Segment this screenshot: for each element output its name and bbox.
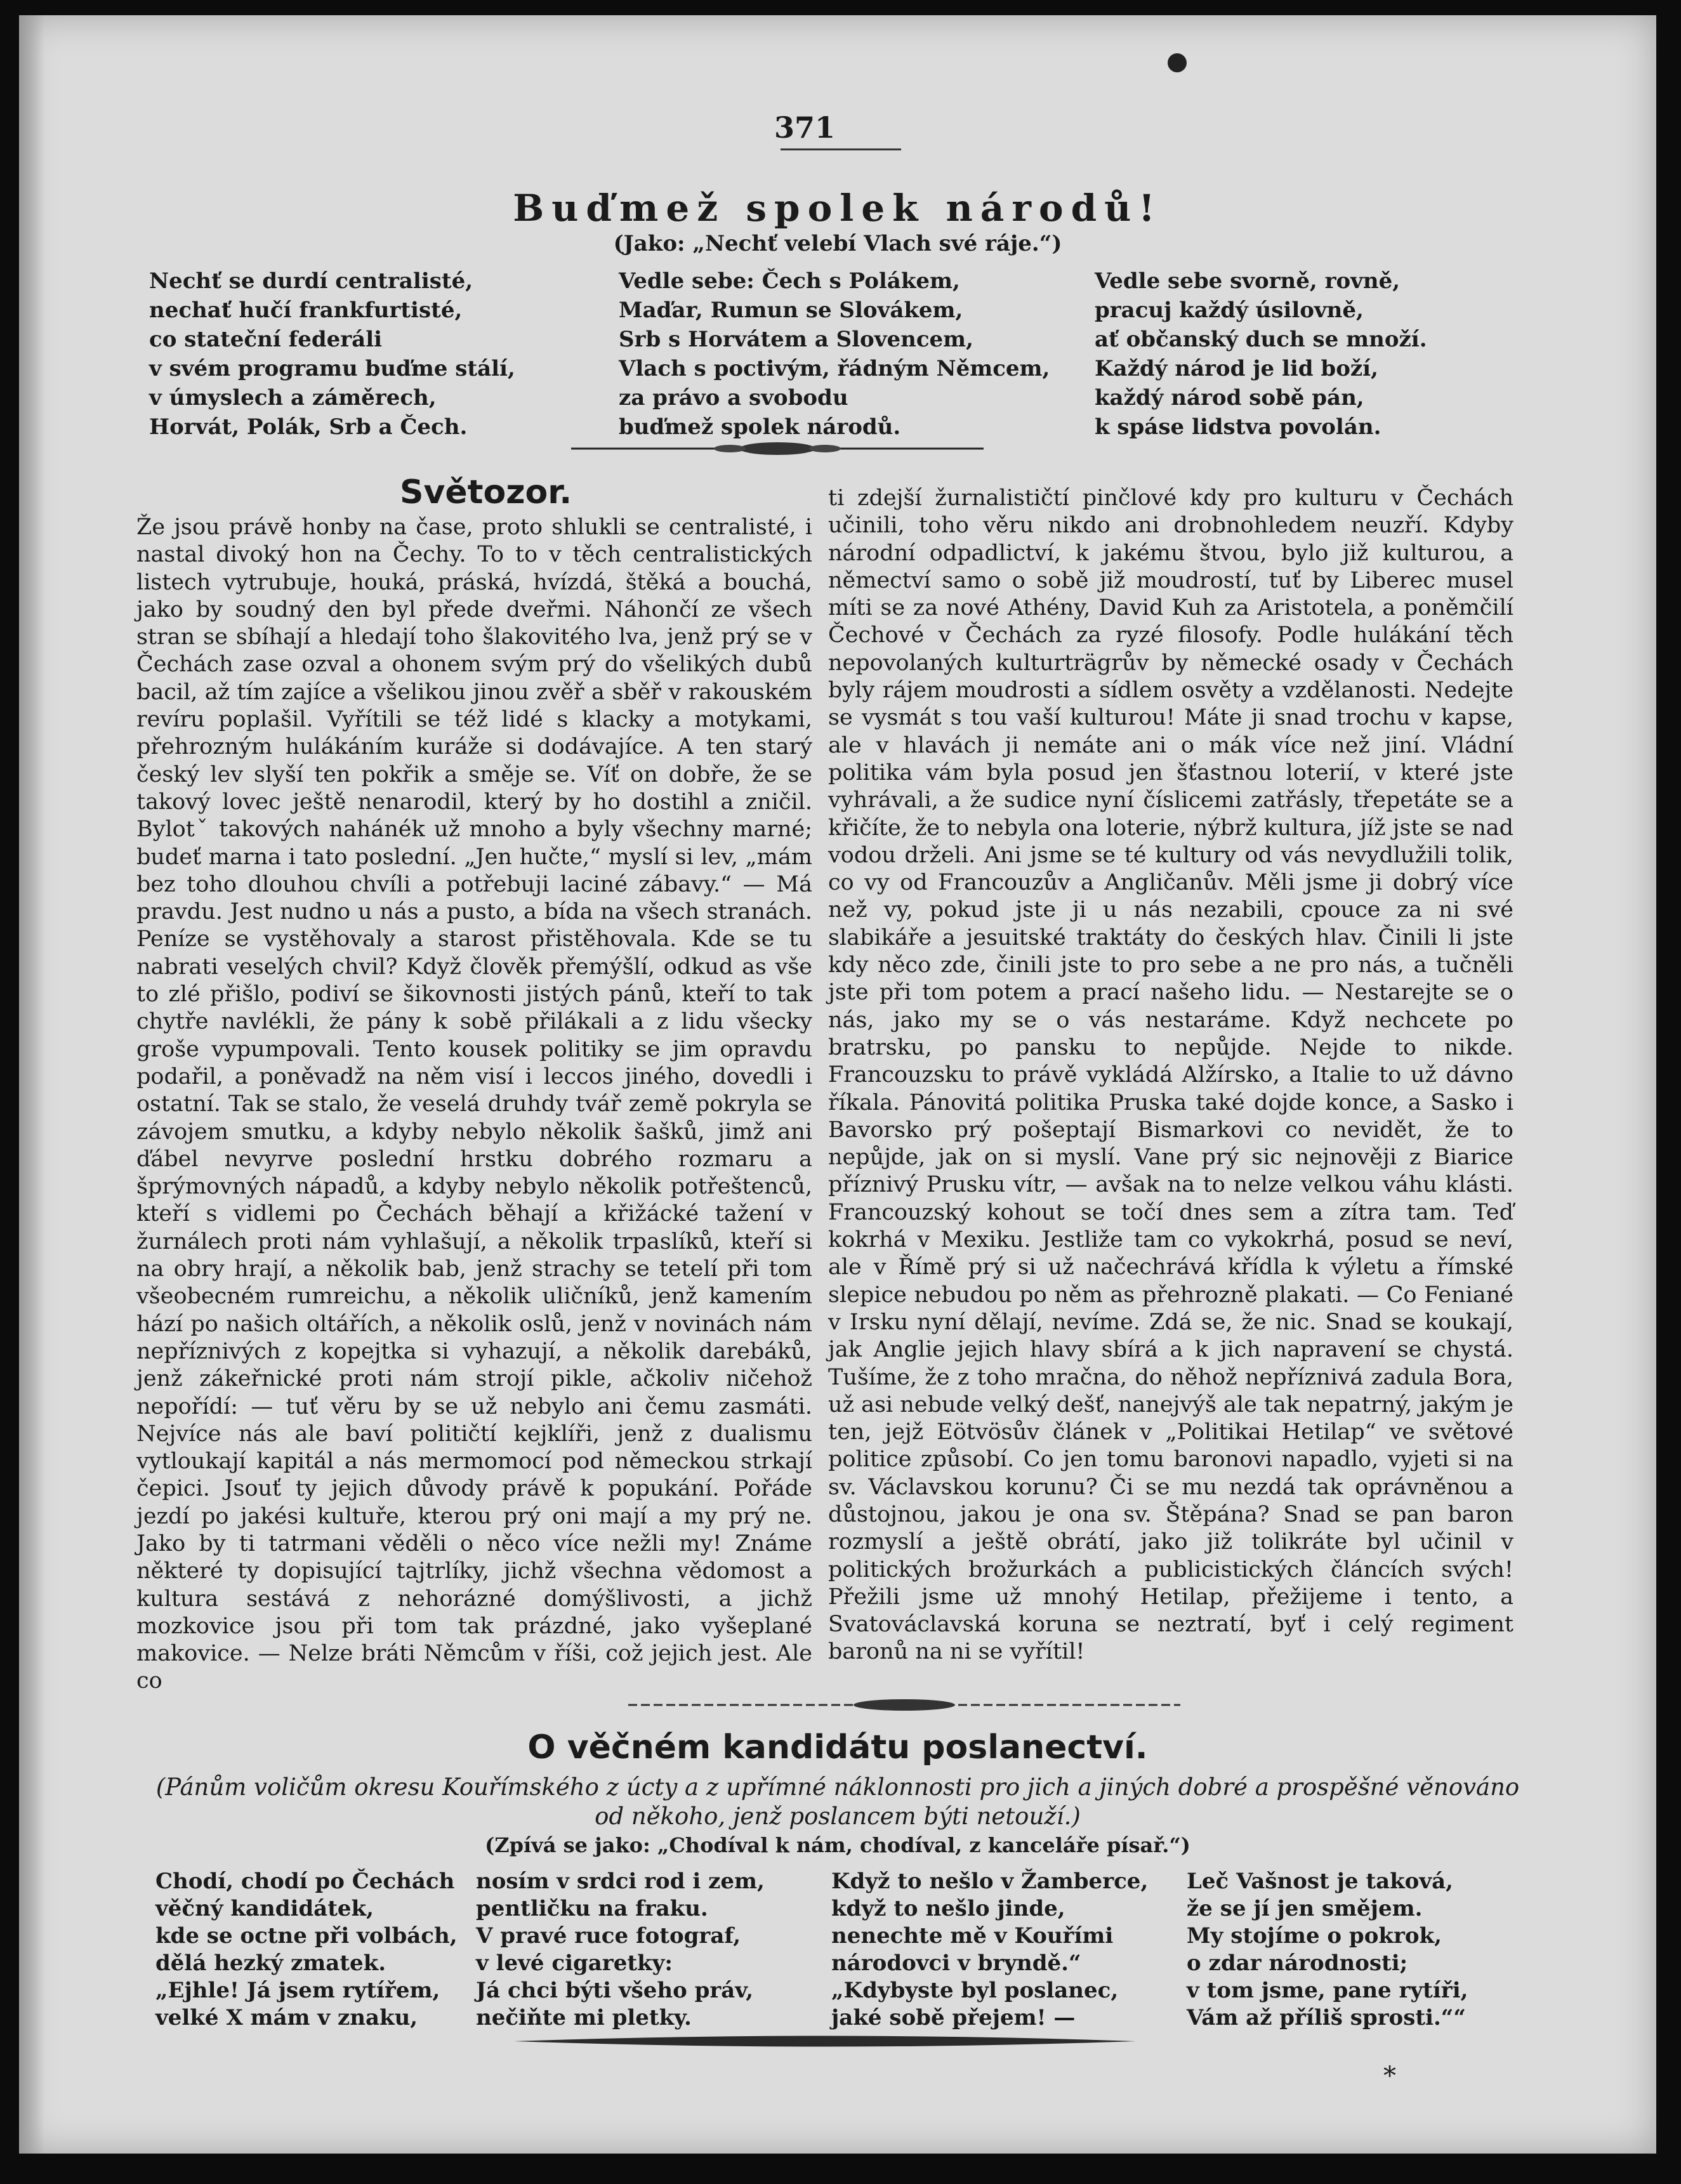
kandidat-column-1: [155, 1868, 458, 2032]
poem-line: v tom jsme, pane rytíři,: [1187, 1978, 1468, 2003]
poem-line: o zdar národnosti;: [1187, 1950, 1408, 1976]
svetozor-left-text: Že jsou právě honby na čase, proto shlukli se centralisté, i nastal divoký hon na Čechy. To to v těch centralistických listech vytrubuje, houká, práská, hvízdá, štěká a bouchá, jako by soudný den byl přede dveřmi. Náhončí ze všech stran se sbíhají a hledají toho šlakovitého lva, jenž prý se v Čechách zase ozval a ohonem svým prý do všelikých dubů bacil, až tím zajíce a všelikou jinou zvěř a sběř v rakouském revíru poplašil. Vyřítili se též lidé s klacky a motykami, přehrozným hulákáním kuráže si dodávajíce. A ten starý český lev slyší ten pokřik a směje se. Víť on dobře, že se takový lovec ještě nenarodil, který by ho dostihl a zničil. Bylotˇ takových nahánék už mnoho a byly všechny marné; budeť marna i tato poslední. „Jen hučte,“ myslí si lev, „mám bez toho dlouhou chvíli a potřebuji laciné zábavy.“ — Má pravdu. Jest nudno u nás a pusto, a bída na všech stranách. Peníze se vystěhovaly a starost přistěhovala. Kde se tu nabrati veselých chvil? Když člověk přemýšlí, odkud as vše to zlé přišlo, podiví se šikovnosti jistých pánů, kteří to tak chytře navlékli, že pány k sobě přilákali a z lidu všecky groše vypumpovali. Tento kousek politiky se jim opravdu podařil, a poněvadž na něm visí i leccos jiného, dovedli i ostatní. Tak se stalo, že veselá druhdy tvář země pokryla se závojem smutku, a kdyby nebylo několik šašků, jimž ani ďábel nevyrve poslední hrstku dobrého rozmaru a šprýmovných nápadů, a kdyby nebylo několik potřeštenců, kteří s vidlemi po Čechách běhají a křižácké tažení v žurnálech proti nám vyhlašují, a několik trpaslíků, kteří si na obry hrají, a několik bab, jenž strachy se tetelí při tom všeobecném rumreichu, a několik uličníků, jenž kamením hází po našich oltářích, a několik oslů, jenž v novinách nám nepříznivých z kopejtka si vyhazují, a několik darebáků, jenž zákeřnické proti nám strojí pikle, ačkoliv ničehož nepořídí: — tuť věru by se už nebylo ani čemu zasmáti. Nejvíce nás ale baví političtí kejklíři, jenž z dualismu vytloukají kapitál a nás mermomocí pod německou strkají čepici. Jsouť ty jejich důvody právě k popukání. Pořáde jezdí po jakési kultuře, kterou prý oni mají a my prý ne. Jako by ti tatrmani věděli o něco více nežli my! Známe některé ty dopisující tajtrlíky, jichž všechna vědomost a kultura sestává z nehorázné domýšlivosti, a jichž mozkovice jsou při tom tak prázdné, jako vyšeplané makovice. — Nelze bráti Němcům v říši, což jejich jest. Ale co: [136, 515, 812, 1694]
poem-line: V pravé ruce fotograf,: [476, 1923, 741, 1949]
poem-line: Vedle sebe: Čech s Polákem,: [619, 268, 960, 294]
poem-line: že se jí jen smějem.: [1187, 1896, 1423, 1921]
poem-subtitle: (Jako: „Nechť velebí Vlach své ráje.“): [613, 231, 1062, 256]
poem-line: velké X mám v znaku,: [155, 2005, 418, 2030]
poem-line: My stojíme o pokrok,: [1187, 1923, 1442, 1949]
poem-line: Když to nešlo v Žamberce,: [831, 1869, 1149, 1894]
poem-line: Leč Vašnost je taková,: [1187, 1869, 1453, 1894]
poem-line: Každý národ je lid boží,: [1095, 356, 1378, 381]
poem-line: „Kdybyste byl poslanec,: [831, 1978, 1119, 2003]
poem-line: Vedle sebe svorně, rovně,: [1095, 268, 1401, 294]
poem-line: Horvát, Polák, Srb a Čech.: [149, 414, 468, 440]
ink-blot: [1168, 53, 1187, 72]
kandidat-dedication: (Pánům voličům okresu Kouřímského z úcty a z upřímné náklonnosti pro jich a jiných dobré a prospěšné věnováno od někoho, jenž poslancem býti netouží.): [155, 1773, 1520, 1830]
svetozor-title: Světozor.: [400, 473, 572, 511]
poem-line: když to nešlo jinde,: [831, 1896, 1065, 1921]
poem-line: nečiňte mi pletky.: [476, 2005, 692, 2030]
poem-line: buďmež spolek národů.: [619, 414, 901, 440]
page-number: 371: [774, 110, 836, 145]
poem-line: národovci v bryndě.“: [831, 1950, 1081, 1976]
poem-line: kde se octne při volbách,: [155, 1923, 458, 1949]
ornament-divider: [628, 1697, 1180, 1713]
kandidat-column-4: [1187, 1868, 1468, 2032]
poem-line: Chodí, chodí po Čechách: [155, 1869, 455, 1894]
svetozor-right-column: [828, 485, 1513, 1666]
poem-line: Nechť se durdí centralisté,: [149, 268, 473, 294]
ornament-divider: [514, 2033, 1136, 2049]
newspaper-page: [19, 15, 1656, 2154]
poem-line: za právo a svobodu: [619, 385, 848, 411]
poem-line: pracuj každý úsilovně,: [1095, 298, 1364, 323]
svetozor-left-column: [136, 514, 812, 1695]
asterisk-mark: *: [1383, 2062, 1396, 2091]
poem-column-1: [149, 266, 515, 442]
poem-line: Vám až příliš sprosti.““: [1187, 2005, 1466, 2030]
poem-line: jaké sobě přejem! —: [831, 2005, 1076, 2030]
poem-line: co stateční federáli: [149, 327, 383, 352]
kandidat-column-2: [476, 1868, 765, 2032]
kandidat-tune: (Zpívá se jako: „Chodíval k nám, chodíval, z kanceláře písař.“): [485, 1833, 1190, 1857]
svetozor-right-text: ti zdejší žurnalističtí pinčlové kdy pro kulturu v Čechách učinili, toho věru nikdo ani drobnohledem neuzří. Kdyby národní odpadlictví, k jakému štvou, bylo již kulturou, a němectví samo o sobě již moudrostí, tuť by Liberec musel míti se za nové Athény, David Kuh za Aristotela, a poněmčilí Čechové v Čechách za ryzé filosofy. Podle hulákání těch nepovolaných kulturträgrův by německé osady v Čechách byly rájem moudrosti a sídlem osvěty a vzdělanosti. Nedejte se vysmát s tou vaší kulturou! Máte ji snad trochu v kapse, ale v hlavách ji nemáte ani o mák více než jiní. Vládní politika vám byla posud jen šťastnou loterií, v které jste vyhrávali, a že sudice nyní číslicemi zatřásly, třepetáte se a křičíte, že to nebyla ona loterie, nýbrž kultura, jíž jste se nad vodou drželi. Ani jsme se té kultury od vás nevydlužili tolik, co vy od Francouzův a Angličanův. Měli jsme ji dobrý více než vy, pokud jste ji u nás nezabili, cpouce za ni své slabikáře a jesuitské traktáty do českých hlav. Činili li jste kdy něco zde, činili jste to pro sebe a ne pro nás, a tučněli jste při tom potem a prací našeho lidu. — Nestarejte se o nás, jako my se o vás nestaráme. Když nechcete po bratrsku, po pansku to nepůjde. Nejde to nikde. Francouzsku to právě vykládá Alžírsko, a Italie to už dávno říkala. Pánovitá politika Pruska také dojde konce, a Sasko i Bavorsko prý pošeptají Bismarkovi co nevidět, že to nepůjde, jak on si myslí. Vane prý sic nejnověji z Biarice příznivý Prusku vítr, — avšak na to nelze velkou váhu klásti. Francouzský kohout se točí dnes sem a zítra tam. Teď kokrhá v Mexiku. Jestliže tam co vykokrhá, posud se neví, ale v Římě prý si už načechrává křídla k výletu a římské slepice nebudou po něm as přehrozně plakati. — Co Feniané v Irsku nyní dělají, nevíme. Zdá se, že nic. Snad se koukají, jak Anglie jejich hlavy sbírá a k jich napravení se chystá. Tušíme, že z toho mračna, do něhož nepříznivá zadula Bora, už asi nebude velký dešť, nanejvýš ale tak nepatrný, jakým je ten, jejž Eötvösův článek v „Politikai Hetilap“ ve světové politice způsobí. Co jen tomu baronovi napadlo, vyjeti si na sv. Václavskou korunu? Či se mu nezdá tak oprávněnou a důstojnou, jakou je ona sv. Štěpána? Snad se pan baron rozmyslí a ještě obrátí, jako již tolikráte byl učinil v politických brožurkách a publicistických článcích svých! Přežili jsme už mnohý Hetilap, přežijeme i tento, a Svatováclavská koruna se neztratí, byť i celý regiment baronů na ni se vyřítil!: [828, 485, 1514, 1665]
poem-line: Maďar, Rumun se Slovákem,: [619, 298, 963, 323]
poem-line: Vlach s poctivým, řádným Němcem,: [619, 356, 1050, 381]
poem-column-2: [619, 266, 1050, 442]
poem-line: „Ejhle! Já jsem rytířem,: [155, 1978, 440, 2003]
poem-line: nechať hučí frankfurtisté,: [149, 298, 463, 323]
poem-line: každý národ sobě pán,: [1095, 385, 1364, 411]
poem-line: k spáse lidstva povolán.: [1095, 414, 1381, 440]
page-number-underline: [781, 148, 901, 150]
poem-line: v levé cigaretky:: [476, 1950, 673, 1976]
poem-title: Buďmež spolek národů!: [513, 187, 1163, 230]
poem-line: dělá hezký zmatek.: [155, 1950, 386, 1976]
poem-line: Srb s Horvátem a Slovencem,: [619, 327, 973, 352]
poem-line: nosím v srdci rod i zem,: [476, 1869, 765, 1894]
poem-line: ať občanský duch se množí.: [1095, 327, 1427, 352]
poem-line: věčný kandidátek,: [155, 1896, 374, 1921]
ornament-divider: [571, 440, 984, 457]
kandidat-title: O věčném kandidátu poslanectví.: [527, 1728, 1148, 1766]
poem-column-3: [1095, 266, 1427, 442]
poem-line: pentličku na fraku.: [476, 1896, 708, 1921]
poem-line: v úmyslech a záměrech,: [149, 385, 437, 411]
poem-line: Já chci býti všeho práv,: [476, 1978, 754, 2003]
kandidat-column-3: [831, 1868, 1148, 2032]
poem-line: v svém programu buďme stálí,: [149, 356, 515, 381]
poem-line: nenechte mě v Kouřími: [831, 1923, 1114, 1949]
